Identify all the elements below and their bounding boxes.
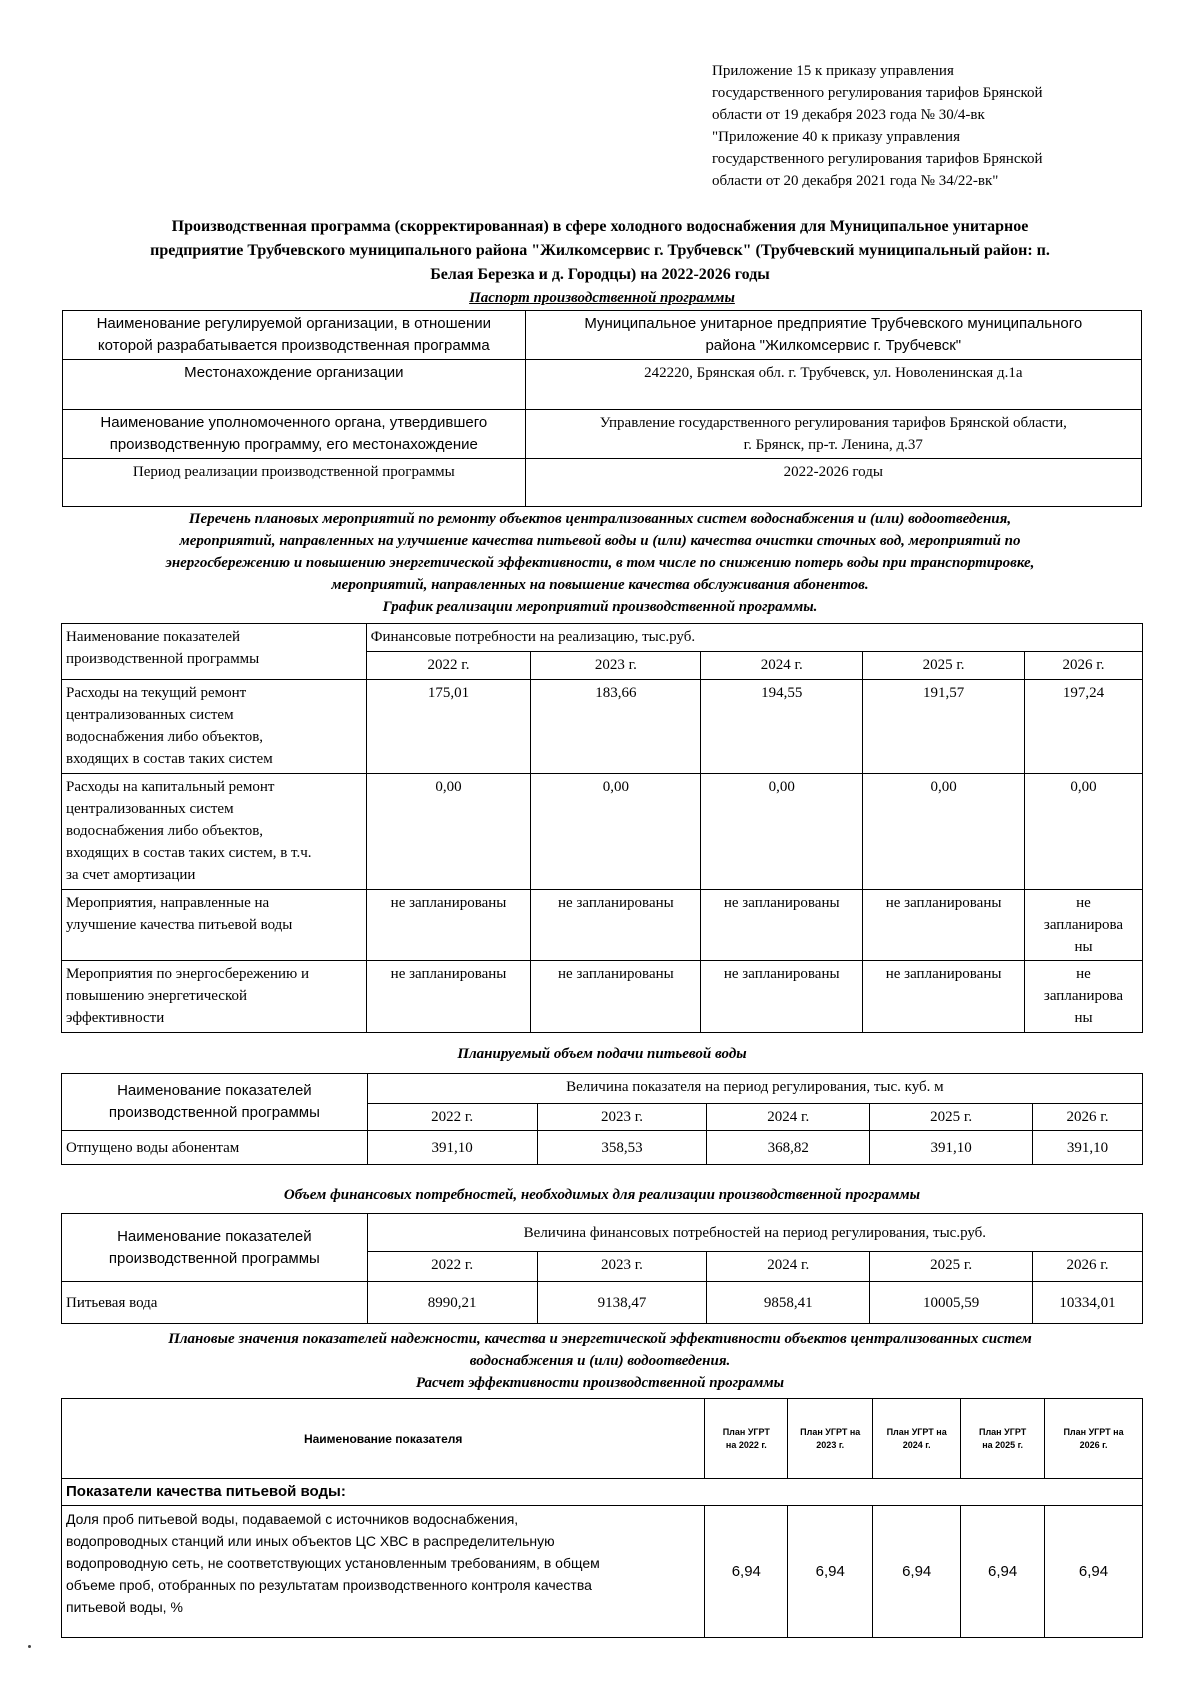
cell-value: 9138,47 xyxy=(537,1282,707,1324)
year-header: 2024 г. xyxy=(701,652,863,680)
document-title xyxy=(80,215,1120,287)
cell-value: не запланированы xyxy=(863,961,1025,1033)
table-row xyxy=(63,360,1142,410)
cell-value: не запланированы xyxy=(701,890,863,961)
year-header: 2025 г. xyxy=(870,1252,1033,1282)
passport-label: Наименование регулируемой организации, в отношении которой разрабатывается производственная программа xyxy=(63,311,526,360)
year-header: 2023 г. xyxy=(537,1104,707,1131)
passport-value: Управление государственного регулирования тарифов Брянской области, г. Брянск, пр-т. Ленина, д.37 xyxy=(525,410,1141,459)
measures-heading: Перечень плановых мероприятий по ремонту объектов централизованных систем водоснабжения и (или) водоотведения, мероприятий, направленных на улучшение качества питьевой воды и (или) качества очистки сточных вод, мероприятий по энергосбережению и повышению энергетической эффективности, в том числе по снижению потерь воды при транспортировке, мероприятий, направленных на повышение качества обслуживания абонентов. График реализации мероприятий производственной программы. xyxy=(165,511,1035,615)
cell-value: не запланированы xyxy=(366,890,531,961)
appendix-line: Приложение 15 к приказу управления xyxy=(712,63,954,79)
row-label: Мероприятия по энергосбережению и повышению энергетической эффективности xyxy=(62,961,367,1033)
efficiency-table xyxy=(61,1398,1143,1638)
table-row xyxy=(62,1282,1143,1324)
cell-value: 0,00 xyxy=(863,774,1025,890)
row-label: Мероприятия, направленные на улучшение качества питьевой воды xyxy=(62,890,367,961)
cell-value: 183,66 xyxy=(531,680,701,774)
cell-value: 368,82 xyxy=(707,1131,870,1165)
plan-header: План УГРТ на 2024 г. xyxy=(873,1399,961,1479)
passport-label: Местонахождение организации xyxy=(63,360,526,410)
plan-header: План УГРТ на 2022 г. xyxy=(705,1399,788,1479)
finance-head-label: Наименование показателей производственной программы xyxy=(62,1214,368,1282)
plan-header: План УГРТ на 2026 г. xyxy=(1045,1399,1143,1479)
finance-head-group: Величина финансовых потребностей на период регулирования, тыс.руб. xyxy=(367,1214,1142,1252)
cell-value: 6,94 xyxy=(961,1506,1045,1638)
appendix-line: области от 20 декабря 2021 года № 34/22-вк" xyxy=(712,173,999,189)
cell-value: 6,94 xyxy=(1045,1506,1143,1638)
cell-value: не запланирова ны xyxy=(1025,961,1143,1033)
title-line: предприятие Трубчевского муниципального района "Жилкомсервис г. Трубчевск" (Трубчевский муниципальный район: п. xyxy=(150,242,1050,259)
year-header: 2023 г. xyxy=(531,652,701,680)
cell-value: не запланированы xyxy=(531,890,701,961)
row-label: Питьевая вода xyxy=(62,1282,368,1324)
cell-value: 175,01 xyxy=(366,680,531,774)
passport-table xyxy=(62,310,1142,507)
table-header-row xyxy=(62,1074,1143,1104)
table-row xyxy=(62,961,1143,1033)
cell-value: 391,10 xyxy=(367,1131,537,1165)
row-label: Расходы на капитальный ремонт централизованных систем водоснабжения либо объектов, входящих в состав таких систем, в т.ч. за счет амортизации xyxy=(62,774,367,890)
passport-label: Наименование уполномоченного органа, утвердившего производственную программу, его местонахождение xyxy=(63,410,526,459)
cell-value: 6,94 xyxy=(788,1506,873,1638)
appendix-note xyxy=(712,60,1132,192)
row-label: Отпущено воды абонентам xyxy=(62,1131,368,1165)
scan-speck xyxy=(28,1645,31,1648)
title-line: Производственная программа (скорректированная) в сфере холодного водоснабжения для Муниципальное унитарное xyxy=(171,218,1029,235)
row-label: Доля проб питьевой воды, подаваемой с источников водоснабжения, водопроводных станций или иных объектов ЦС ХВС в распределительную водопроводную сеть, не соответствующих установленным требованиям, в общем объеме проб, отобранных по результатам производственного контроля качества питьевой воды, % xyxy=(62,1506,705,1638)
schedule-table xyxy=(61,623,1143,1033)
cell-value: 358,53 xyxy=(537,1131,707,1165)
cell-value: не запланированы xyxy=(863,890,1025,961)
year-header: 2022 г. xyxy=(367,1252,537,1282)
cell-value: не запланированы xyxy=(531,961,701,1033)
table-row xyxy=(62,1131,1143,1165)
year-header: 2026 г. xyxy=(1025,652,1143,680)
year-header: 2024 г. xyxy=(707,1104,870,1131)
passport-value: 242220, Брянская обл. г. Трубчевск, ул. Новоленинская д.1а xyxy=(525,360,1141,410)
cell-value: 391,10 xyxy=(870,1131,1033,1165)
title-line: Белая Березка и д. Городцы) на 2022-2026 годы xyxy=(430,266,770,283)
year-header: 2023 г. xyxy=(537,1252,707,1282)
appendix-line: "Приложение 40 к приказу управления xyxy=(712,129,960,145)
cell-value: 10005,59 xyxy=(870,1282,1033,1324)
cell-value: 10334,01 xyxy=(1033,1282,1143,1324)
table-header-row xyxy=(62,1214,1143,1252)
appendix-line: государственного регулирования тарифов Брянской xyxy=(712,85,1043,101)
passport-value: Муниципальное унитарное предприятие Трубчевского муниципального района "Жилкомсервис г. Трубчевск" xyxy=(525,311,1141,360)
passport-value: 2022-2026 годы xyxy=(525,459,1141,507)
table-row xyxy=(63,459,1142,507)
schedule-head-label: Наименование показателей производственной программы xyxy=(62,624,367,680)
appendix-line: государственного регулирования тарифов Брянской xyxy=(712,151,1043,167)
year-header: 2024 г. xyxy=(707,1252,870,1282)
finance-title: Объем финансовых потребностей, необходимых для реализации производственной программы xyxy=(283,1187,921,1203)
cell-value: 391,10 xyxy=(1033,1131,1143,1165)
cell-value: 0,00 xyxy=(701,774,863,890)
year-header: 2022 г. xyxy=(367,1104,537,1131)
cell-value: 6,94 xyxy=(873,1506,961,1638)
plan-header: План УГРТ на 2023 г. xyxy=(788,1399,873,1479)
appendix-line: области от 19 декабря 2023 года № 30/4-вк xyxy=(712,107,985,123)
year-header: 2022 г. xyxy=(366,652,531,680)
volume-table xyxy=(61,1073,1143,1165)
table-row xyxy=(62,774,1143,890)
cell-value: не запланирова ны xyxy=(1025,890,1143,961)
cell-value: 6,94 xyxy=(705,1506,788,1638)
cell-value: 0,00 xyxy=(366,774,531,890)
schedule-head-group: Финансовые потребности на реализацию, тыс.руб. xyxy=(366,624,1142,652)
cell-value: 0,00 xyxy=(531,774,701,890)
cell-value: 0,00 xyxy=(1025,774,1143,890)
volume-title: Планируемый объем подачи питьевой воды xyxy=(457,1046,747,1062)
row-label: Расходы на текущий ремонт централизованных систем водоснабжения либо объектов, входящих в состав таких систем xyxy=(62,680,367,774)
table-row xyxy=(63,311,1142,360)
passport-title: Паспорт производственной программы xyxy=(469,290,735,306)
cell-value: 9858,41 xyxy=(707,1282,870,1324)
cell-value: не запланированы xyxy=(366,961,531,1033)
volume-head-group: Величина показателя на период регулирования, тыс. куб. м xyxy=(367,1074,1142,1104)
year-header: 2026 г. xyxy=(1033,1252,1143,1282)
table-header-row xyxy=(62,624,1143,652)
table-row xyxy=(63,410,1142,459)
plan-header: План УГРТ на 2025 г. xyxy=(961,1399,1045,1479)
year-header: 2026 г. xyxy=(1033,1104,1143,1131)
table-row xyxy=(62,680,1143,774)
cell-value: 8990,21 xyxy=(367,1282,537,1324)
table-row xyxy=(62,1506,1143,1638)
year-header: 2025 г. xyxy=(863,652,1025,680)
volume-head-label: Наименование показателей производственной программы xyxy=(62,1074,368,1131)
passport-label: Период реализации производственной программы xyxy=(63,459,526,507)
efficiency-head-label: Наименование показателя xyxy=(62,1399,705,1479)
cell-value: не запланированы xyxy=(701,961,863,1033)
table-header-row xyxy=(62,1399,1143,1479)
year-header: 2025 г. xyxy=(870,1104,1033,1131)
section-row xyxy=(62,1479,1143,1506)
cell-value: 191,57 xyxy=(863,680,1025,774)
section-heading: Показатели качества питьевой воды: xyxy=(62,1479,1143,1506)
cell-value: 194,55 xyxy=(701,680,863,774)
cell-value: 197,24 xyxy=(1025,680,1143,774)
finance-table xyxy=(61,1213,1143,1324)
indicators-heading: Плановые значения показателей надежности, качества и энергетической эффективности объектов централизованных систем водоснабжения и (или) водоотведения. Расчет эффективности производственной программы xyxy=(168,1331,1032,1391)
table-row xyxy=(62,890,1143,961)
